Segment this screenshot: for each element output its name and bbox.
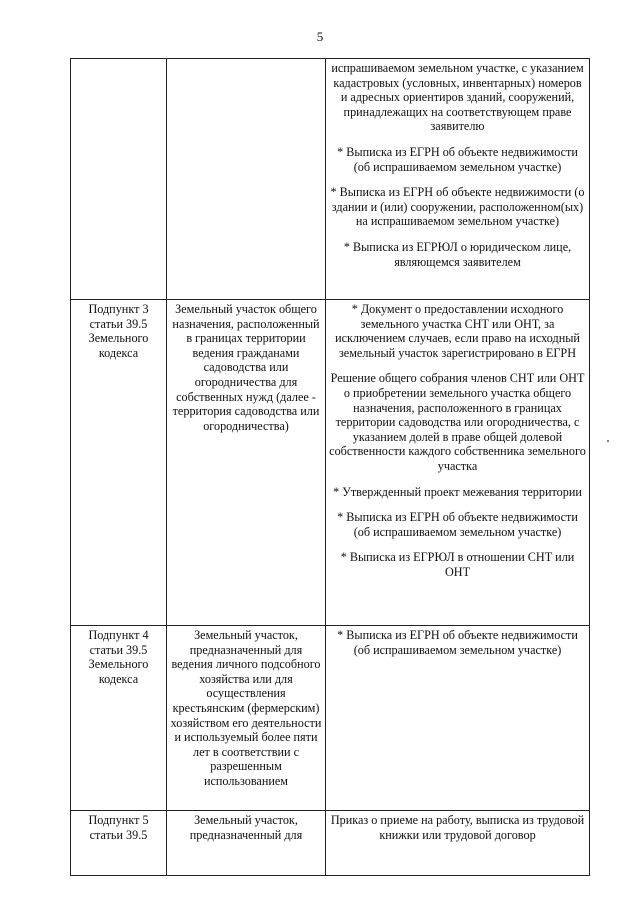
document-item: * Выписка из ЕГРН об объекте недвижимости (о здании и (или) сооружении, расположенном(ых) на испрашиваемом земельном участке) <box>330 185 585 229</box>
parcel-description-cell <box>167 59 326 300</box>
legal-basis-cell: Подпункт 5 статьи 39.5 <box>71 811 167 876</box>
parcel-description-cell: Земельный участок, предназначенный для ведения личного подсобного хозяйства или для осуществления крестьянским (фермерским) хозяйством его деятельности и используемый более пяти лет в соответствии с разрешенным использованием <box>167 626 326 811</box>
documents-cell <box>326 300 590 626</box>
document-item: * Выписка из ЕГРЮЛ о юридическом лице, являющемся заявителем <box>343 239 572 269</box>
documents-cell <box>326 626 590 811</box>
document-item: Приказ о приеме на работу, выписка из трудовой книжки или трудовой договор <box>330 813 585 842</box>
parcel-description-cell: Земельный участок, предназначенный для <box>167 811 326 876</box>
documents-table <box>70 58 590 876</box>
document-item: * Выписка из ЕГРН об объекте недвижимости (об испрашиваемом земельном участке) <box>337 510 578 539</box>
document-item: Решение общего собрания членов СНТ или ОНТ о приобретении земельного участка общего назначения, расположенного в границах территории садоводства или огородничества, с указанием долей в праве общей долевой собственности каждого собственника земельного участка <box>329 371 586 473</box>
table-row <box>71 59 590 300</box>
table-row <box>71 811 590 876</box>
table-row <box>71 626 590 811</box>
table-row <box>71 300 590 626</box>
legal-basis-cell: Подпункт 3 статьи 39.5 Земельного кодекса <box>71 300 167 626</box>
document-item: * Выписка из ЕГРН об объекте недвижимости (об испрашиваемом земельном участке) <box>337 628 578 657</box>
document-item: * Утвержденный проект межевания территории <box>333 484 582 499</box>
documents-cell <box>326 811 590 876</box>
documents-cell <box>326 59 590 300</box>
scan-artifact <box>607 440 609 442</box>
legal-basis-cell <box>71 59 167 300</box>
document-item: * Выписка из ЕГРН об объекте недвижимости (об испрашиваемом земельном участке) <box>337 144 578 174</box>
document-item: * Документ о предоставлении исходного земельного участка СНТ или ОНТ, за исключением случаев, если право на исходный земельный участок зарегистрировано в ЕГРН <box>335 302 580 360</box>
parcel-description-cell: Земельный участок общего назначения, расположенный в границах территории ведения гражданами садоводства или огородничества для собственных нужд (далее - территория садоводства или огородничества) <box>167 300 326 626</box>
page-number: 5 <box>316 29 324 44</box>
document-item: испрашиваемом земельном участке, с указанием кадастровых (условных, инвентарных) номеров и адресных ориентиров зданий, сооружений, принадлежащих на соответствующем праве заявителю <box>331 61 584 134</box>
legal-basis-cell: Подпункт 4 статьи 39.5 Земельного кодекса <box>71 626 167 811</box>
document-item: * Выписка из ЕГРЮЛ в отношении СНТ или ОНТ <box>340 550 575 579</box>
